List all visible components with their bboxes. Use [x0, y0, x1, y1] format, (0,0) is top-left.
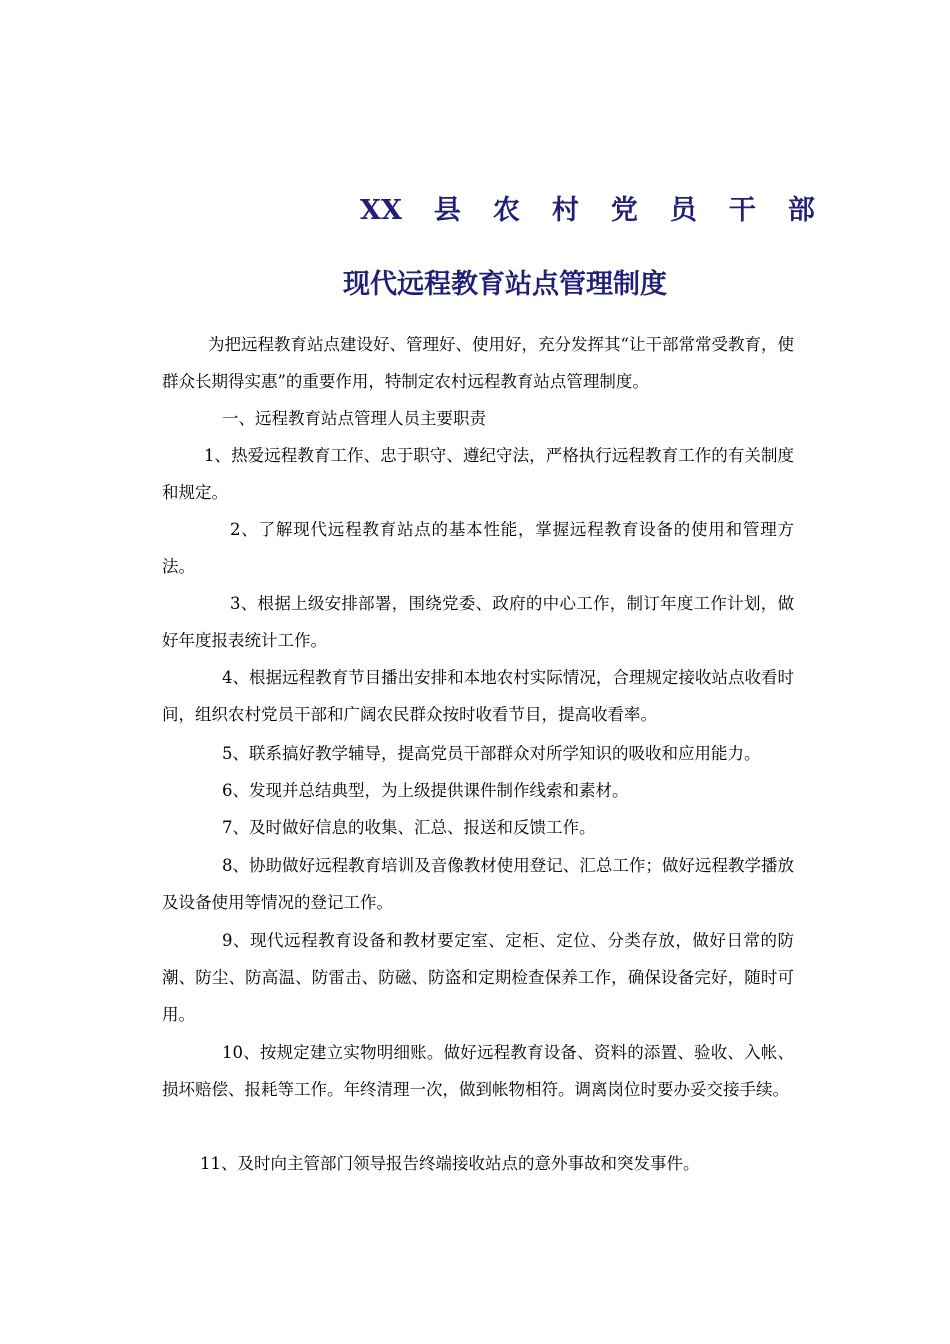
title-char: 农	[492, 195, 520, 226]
title-char: 部	[787, 195, 815, 226]
title-char: 村	[551, 195, 579, 226]
paragraph-item-4: 4、根据远程教育节目播出安排和本地农村实际情况，合理规定接收站点收看时间，组织农村党员干部和广阔农民群众按时收看节目，提高收看率。	[162, 668, 794, 724]
paragraph-item-3: 3、根据上级安排部署，围绕党委、政府的中心工作，制订年度工作计划，做好年度报表统计工作。	[162, 594, 794, 650]
paragraph-item-11: 11、及时向主管部门领导报告终端接收站点的意外事故和突发事件。	[200, 1154, 700, 1173]
paragraph-item-7: 7、及时做好信息的收集、汇总、报送和反馈工作。	[222, 818, 596, 837]
title-char: 党	[610, 195, 638, 226]
paragraph-item-8: 8、协助做好远程教育培训及音像教材使用登记、汇总工作；做好远程教学播放及设备使用等情况的登记工作。	[162, 856, 794, 912]
paragraph-item-10: 10、按规定建立实物明细账。做好远程教育设备、资料的添置、验收、入帐、损坏赔偿、报耗等工作。年终清理一次，做到帐物相符。调离岗位时要办妥交接手续。	[162, 1043, 794, 1099]
document-title-line1	[360, 188, 815, 227]
paragraph-item-1: 1、热爱远程教育工作、忠于职守、遵纪守法，严格执行远程教育工作的有关制度和规定。	[162, 446, 794, 502]
paragraph-item-6: 6、发现并总结典型，为上级提供课件制作线索和素材。	[222, 781, 629, 800]
document-title-line2: 现代远程教育站点管理制度	[343, 269, 667, 300]
paragraph-item-9: 9、现代远程教育设备和教材要定室、定柜、定位、分类存放，做好日常的防潮、防尘、防高温、防雷击、防磁、防盗和定期检查保养工作，确保设备完好，随时可用。	[162, 931, 794, 1024]
paragraph-item-5: 5、联系搞好教学辅导，提高党员干部群众对所学知识的吸收和应用能力。	[222, 744, 761, 763]
paragraph-intro: 为把远程教育站点建设好、管理好、使用好，充分发挥其“让干部常常受教育，使群众长期得实惠”的重要作用，特制定农村远程教育站点管理制度。	[162, 335, 794, 391]
title-char: 县	[433, 195, 461, 226]
title-char: XX	[360, 195, 402, 226]
title-char: 员	[669, 195, 697, 226]
section-heading: 一、远程教育站点管理人员主要职责	[222, 409, 486, 428]
paragraph-item-2: 2、了解现代远程教育站点的基本性能，掌握远程教育设备的使用和管理方法。	[162, 520, 794, 576]
title-char: 干	[728, 195, 756, 226]
